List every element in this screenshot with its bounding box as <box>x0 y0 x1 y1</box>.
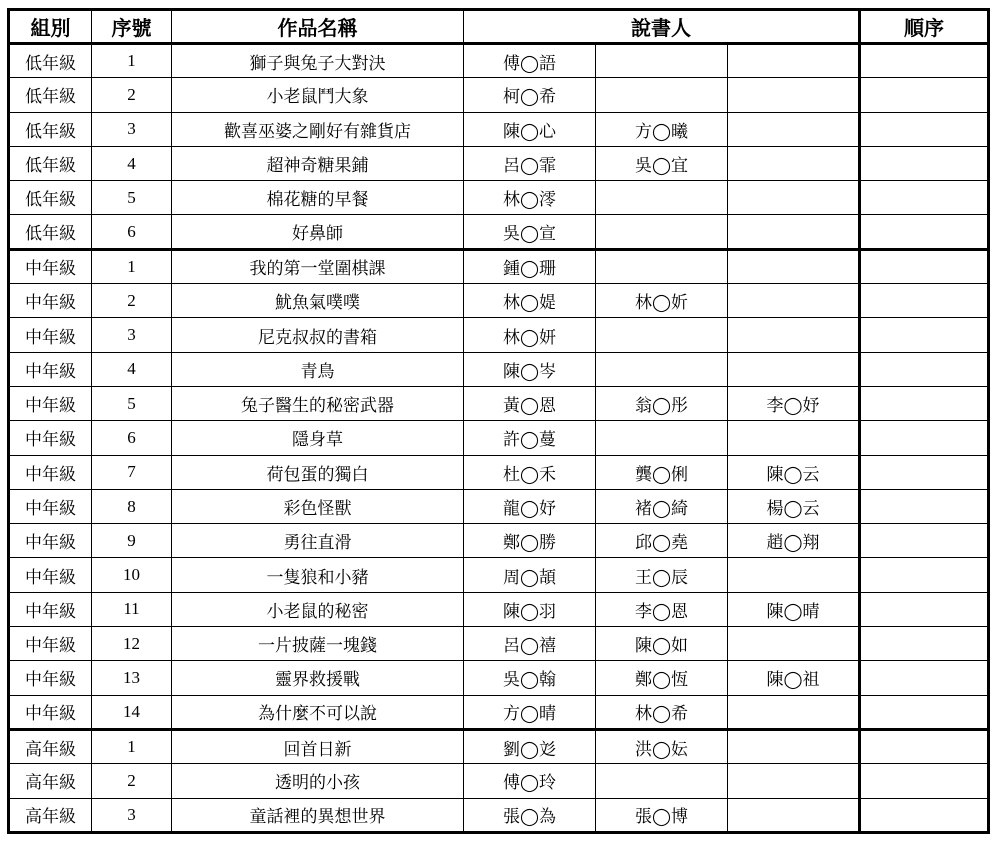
table-row <box>9 146 989 180</box>
cell-order <box>860 695 989 729</box>
cell-narrator-1: 林◯澪 <box>464 181 596 215</box>
cell-narrator-2 <box>596 249 728 283</box>
cell-group: 高年級 <box>9 764 92 798</box>
table-row <box>9 44 989 78</box>
cell-number: 9 <box>92 524 172 558</box>
cell-number: 1 <box>92 729 172 763</box>
cell-narrator-3 <box>728 284 860 318</box>
cell-number: 5 <box>92 181 172 215</box>
table-row <box>9 798 989 832</box>
cell-order <box>860 78 989 112</box>
cell-order <box>860 627 989 661</box>
cell-narrator-2: 龔◯俐 <box>596 455 728 489</box>
cell-title: 青鳥 <box>172 352 464 386</box>
cell-number: 6 <box>92 215 172 249</box>
cell-narrator-1: 杜◯禾 <box>464 455 596 489</box>
cell-group: 中年級 <box>9 661 92 695</box>
header-narrators: 說書人 <box>464 10 860 44</box>
cell-order <box>860 284 989 318</box>
cell-title: 魷魚氣噗噗 <box>172 284 464 318</box>
cell-narrator-3 <box>728 352 860 386</box>
cell-narrator-2 <box>596 181 728 215</box>
cell-narrator-1: 陳◯心 <box>464 112 596 146</box>
cell-group: 低年級 <box>9 146 92 180</box>
cell-order <box>860 386 989 420</box>
cell-narrator-1: 傅◯玲 <box>464 764 596 798</box>
cell-title: 童話裡的異想世界 <box>172 798 464 832</box>
cell-group: 中年級 <box>9 386 92 420</box>
cell-number: 6 <box>92 421 172 455</box>
cell-narrator-1: 龍◯妤 <box>464 489 596 523</box>
cell-narrator-3: 陳◯云 <box>728 455 860 489</box>
cell-number: 3 <box>92 112 172 146</box>
header-title: 作品名稱 <box>172 10 464 44</box>
table-row <box>9 558 989 592</box>
cell-narrator-1: 傅◯語 <box>464 44 596 78</box>
cell-narrator-2: 鄭◯恆 <box>596 661 728 695</box>
cell-group: 中年級 <box>9 558 92 592</box>
cell-group: 低年級 <box>9 112 92 146</box>
table-row <box>9 249 989 283</box>
cell-group: 中年級 <box>9 421 92 455</box>
table-row <box>9 112 989 146</box>
cell-title: 好鼻師 <box>172 215 464 249</box>
cell-number: 13 <box>92 661 172 695</box>
cell-title: 我的第一堂圍棋課 <box>172 249 464 283</box>
table-row <box>9 421 989 455</box>
cell-order <box>860 44 989 78</box>
cell-title: 超神奇糖果鋪 <box>172 146 464 180</box>
cell-narrator-2: 林◯希 <box>596 695 728 729</box>
cell-narrator-3: 趙◯翔 <box>728 524 860 558</box>
cell-group: 低年級 <box>9 181 92 215</box>
cell-narrator-2: 王◯辰 <box>596 558 728 592</box>
cell-narrator-1: 黃◯恩 <box>464 386 596 420</box>
cell-narrator-2: 邱◯堯 <box>596 524 728 558</box>
cell-title: 荷包蛋的獨白 <box>172 455 464 489</box>
cell-narrator-1: 陳◯岑 <box>464 352 596 386</box>
cell-narrator-3 <box>728 112 860 146</box>
table-row <box>9 455 989 489</box>
cell-title: 靈界救援戰 <box>172 661 464 695</box>
cell-title: 小老鼠的秘密 <box>172 592 464 626</box>
cell-order <box>860 524 989 558</box>
cell-number: 2 <box>92 284 172 318</box>
cell-group: 高年級 <box>9 729 92 763</box>
cell-title: 尼克叔叔的書箱 <box>172 318 464 352</box>
cell-narrator-2 <box>596 44 728 78</box>
cell-narrator-3 <box>728 695 860 729</box>
cell-title: 透明的小孩 <box>172 764 464 798</box>
cell-number: 10 <box>92 558 172 592</box>
cell-number: 5 <box>92 386 172 420</box>
cell-order <box>860 249 989 283</box>
cell-narrator-2: 陳◯如 <box>596 627 728 661</box>
table-row <box>9 489 989 523</box>
header-number: 序號 <box>92 10 172 44</box>
cell-number: 8 <box>92 489 172 523</box>
cell-narrator-3 <box>728 729 860 763</box>
cell-order <box>860 455 989 489</box>
cell-narrator-2: 李◯恩 <box>596 592 728 626</box>
cell-narrator-1: 鄭◯勝 <box>464 524 596 558</box>
cell-number: 12 <box>92 627 172 661</box>
cell-order <box>860 592 989 626</box>
cell-title: 小老鼠鬥大象 <box>172 78 464 112</box>
cell-number: 1 <box>92 249 172 283</box>
cell-number: 2 <box>92 78 172 112</box>
cell-group: 低年級 <box>9 44 92 78</box>
cell-order <box>860 352 989 386</box>
cell-narrator-2: 林◯妡 <box>596 284 728 318</box>
table-row <box>9 386 989 420</box>
table-row <box>9 215 989 249</box>
cell-narrator-2 <box>596 421 728 455</box>
cell-narrator-2: 張◯博 <box>596 798 728 832</box>
cell-number: 7 <box>92 455 172 489</box>
cell-narrator-2 <box>596 318 728 352</box>
cell-narrator-2: 方◯曦 <box>596 112 728 146</box>
cell-narrator-3 <box>728 181 860 215</box>
cell-narrator-3: 李◯妤 <box>728 386 860 420</box>
table-row <box>9 78 989 112</box>
table-row <box>9 352 989 386</box>
cell-order <box>860 112 989 146</box>
cell-narrator-2 <box>596 764 728 798</box>
cell-title: 勇往直滑 <box>172 524 464 558</box>
cell-narrator-3 <box>728 421 860 455</box>
header-row <box>9 10 989 44</box>
header-order: 順序 <box>860 10 989 44</box>
cell-narrator-1: 吳◯宣 <box>464 215 596 249</box>
cell-narrator-3 <box>728 764 860 798</box>
cell-narrator-2 <box>596 215 728 249</box>
cell-number: 2 <box>92 764 172 798</box>
cell-order <box>860 146 989 180</box>
cell-group: 中年級 <box>9 455 92 489</box>
table-row <box>9 592 989 626</box>
cell-order <box>860 489 989 523</box>
cell-narrator-1: 呂◯禧 <box>464 627 596 661</box>
cell-order <box>860 729 989 763</box>
cell-title: 一隻狼和小豬 <box>172 558 464 592</box>
cell-group: 中年級 <box>9 352 92 386</box>
cell-narrator-1: 林◯媞 <box>464 284 596 318</box>
roster-body <box>9 44 989 833</box>
cell-narrator-1: 呂◯霏 <box>464 146 596 180</box>
cell-group: 低年級 <box>9 78 92 112</box>
cell-narrator-2: 翁◯彤 <box>596 386 728 420</box>
cell-narrator-1: 吳◯翰 <box>464 661 596 695</box>
cell-narrator-1: 許◯蔓 <box>464 421 596 455</box>
table-row <box>9 729 989 763</box>
cell-number: 3 <box>92 798 172 832</box>
cell-order <box>860 798 989 832</box>
cell-number: 11 <box>92 592 172 626</box>
cell-group: 中年級 <box>9 489 92 523</box>
cell-number: 4 <box>92 352 172 386</box>
cell-title: 歡喜巫婆之剛好有雜貨店 <box>172 112 464 146</box>
cell-narrator-1: 周◯頡 <box>464 558 596 592</box>
cell-narrator-2 <box>596 352 728 386</box>
cell-title: 兔子醫生的秘密武器 <box>172 386 464 420</box>
cell-title: 彩色怪獸 <box>172 489 464 523</box>
cell-group: 低年級 <box>9 215 92 249</box>
table-row <box>9 661 989 695</box>
cell-narrator-3 <box>728 146 860 180</box>
cell-order <box>860 558 989 592</box>
cell-group: 中年級 <box>9 524 92 558</box>
cell-narrator-3 <box>728 44 860 78</box>
cell-narrator-3 <box>728 78 860 112</box>
cell-number: 14 <box>92 695 172 729</box>
cell-narrator-2 <box>596 78 728 112</box>
cell-order <box>860 318 989 352</box>
cell-group: 中年級 <box>9 249 92 283</box>
table-row <box>9 284 989 318</box>
cell-narrator-1: 陳◯羽 <box>464 592 596 626</box>
table-row <box>9 318 989 352</box>
cell-order <box>860 181 989 215</box>
table-row <box>9 695 989 729</box>
cell-narrator-2: 洪◯妘 <box>596 729 728 763</box>
cell-group: 中年級 <box>9 592 92 626</box>
cell-narrator-3 <box>728 249 860 283</box>
cell-narrator-3 <box>728 215 860 249</box>
cell-narrator-1: 張◯為 <box>464 798 596 832</box>
cell-order <box>860 764 989 798</box>
cell-group: 中年級 <box>9 695 92 729</box>
cell-narrator-3 <box>728 318 860 352</box>
cell-group: 中年級 <box>9 627 92 661</box>
cell-group: 中年級 <box>9 284 92 318</box>
cell-group: 中年級 <box>9 318 92 352</box>
cell-narrator-3: 楊◯云 <box>728 489 860 523</box>
cell-order <box>860 421 989 455</box>
cell-narrator-1: 方◯晴 <box>464 695 596 729</box>
cell-narrator-1: 柯◯希 <box>464 78 596 112</box>
cell-number: 1 <box>92 44 172 78</box>
cell-title: 隱身草 <box>172 421 464 455</box>
cell-narrator-3 <box>728 558 860 592</box>
cell-narrator-3: 陳◯晴 <box>728 592 860 626</box>
table-row <box>9 524 989 558</box>
cell-title: 一片披薩一塊錢 <box>172 627 464 661</box>
cell-title: 棉花糖的早餐 <box>172 181 464 215</box>
cell-number: 4 <box>92 146 172 180</box>
table-row <box>9 627 989 661</box>
table-row <box>9 181 989 215</box>
cell-narrator-1: 劉◯彣 <box>464 729 596 763</box>
header-group: 組別 <box>9 10 92 44</box>
cell-narrator-2: 吳◯宜 <box>596 146 728 180</box>
cell-narrator-2: 褚◯綺 <box>596 489 728 523</box>
cell-title: 為什麼不可以說 <box>172 695 464 729</box>
cell-narrator-1: 林◯妍 <box>464 318 596 352</box>
cell-narrator-3: 陳◯祖 <box>728 661 860 695</box>
cell-narrator-3 <box>728 798 860 832</box>
table-row <box>9 764 989 798</box>
cell-group: 高年級 <box>9 798 92 832</box>
cell-order <box>860 215 989 249</box>
cell-order <box>860 661 989 695</box>
cell-title: 回首日新 <box>172 729 464 763</box>
cell-narrator-3 <box>728 627 860 661</box>
cell-title: 獅子與兔子大對決 <box>172 44 464 78</box>
storyteller-roster-table <box>7 8 990 834</box>
cell-number: 3 <box>92 318 172 352</box>
cell-narrator-1: 鍾◯珊 <box>464 249 596 283</box>
